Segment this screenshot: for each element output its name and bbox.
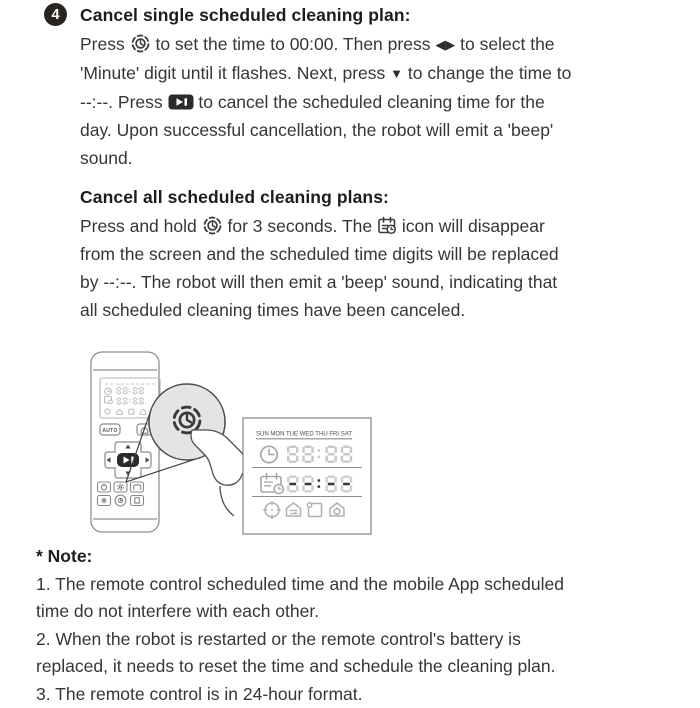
note-line: 2. When the robot is restarted or the remote control's battery is xyxy=(36,626,564,654)
play-pause-button xyxy=(168,94,194,110)
mini-clock-time xyxy=(117,387,144,394)
hand-pointer xyxy=(191,430,251,516)
section2-paragraph: Press and hold for 3 seconds. The icon will disappear from the screen and the scheduled time digits will be replaced by --:--. The robot will then emit a 'beep' sound, indicating that all scheduled cleaning times have been canceled. xyxy=(80,212,685,324)
mini-clock-hands xyxy=(108,389,110,391)
schedule-button-icon xyxy=(118,484,124,490)
note-line: replaced, it needs to reset the time and schedule the cleaning plan. xyxy=(36,653,564,681)
mini-mode-icons xyxy=(105,409,146,415)
schedule-icon xyxy=(202,215,223,236)
left-right-arrows-icon: ◀▶ xyxy=(435,37,455,52)
remote-control xyxy=(91,352,160,532)
loop-icon xyxy=(134,485,141,490)
spot-button xyxy=(131,496,144,506)
day-labels: SUN MON TUE WED THU FRI SAT xyxy=(256,431,352,438)
auto-button-label: AUTO xyxy=(102,428,117,434)
remote-and-display-illustration xyxy=(0,340,700,552)
note-line: 3. The remote control is in 24-hour format. xyxy=(36,681,564,708)
schedule-icon xyxy=(130,33,151,54)
fan-icon xyxy=(102,498,107,504)
note-line: time do not interfere with each other. xyxy=(36,598,564,626)
mini-schedule-time xyxy=(117,398,144,405)
step-number-badge: 4 xyxy=(44,3,67,26)
calendar-clock-icon xyxy=(377,216,397,236)
notes-list xyxy=(36,571,564,708)
mini-calendar-clock xyxy=(109,400,113,404)
triangle-down-icon: ▼ xyxy=(390,66,403,81)
section1-paragraph: Press to set the time to 00:00. Then press ◀▶ to select the 'Minute' digit until it flashes. Next, press ▼ to change the time to --:--. Press to cancel the scheduled cleaning time for the day. Upon successful cancellation, the robot will emit a 'beep' sound. xyxy=(80,30,685,172)
notes-section xyxy=(36,543,564,708)
spot-icon xyxy=(135,498,140,503)
power-button xyxy=(98,482,111,492)
dpad xyxy=(105,442,151,478)
schedule-button xyxy=(114,482,127,492)
loop-mode-button xyxy=(131,482,144,492)
notes-title: * Note: xyxy=(36,543,564,571)
section1-heading: Cancel single scheduled cleaning plan: xyxy=(80,5,411,26)
note-line: 1. The remote control scheduled time and the mobile App scheduled xyxy=(36,571,564,599)
display-panel xyxy=(243,418,371,534)
clock-set-icon xyxy=(118,498,122,502)
section2-heading: Cancel all scheduled cleaning plans: xyxy=(80,187,389,208)
